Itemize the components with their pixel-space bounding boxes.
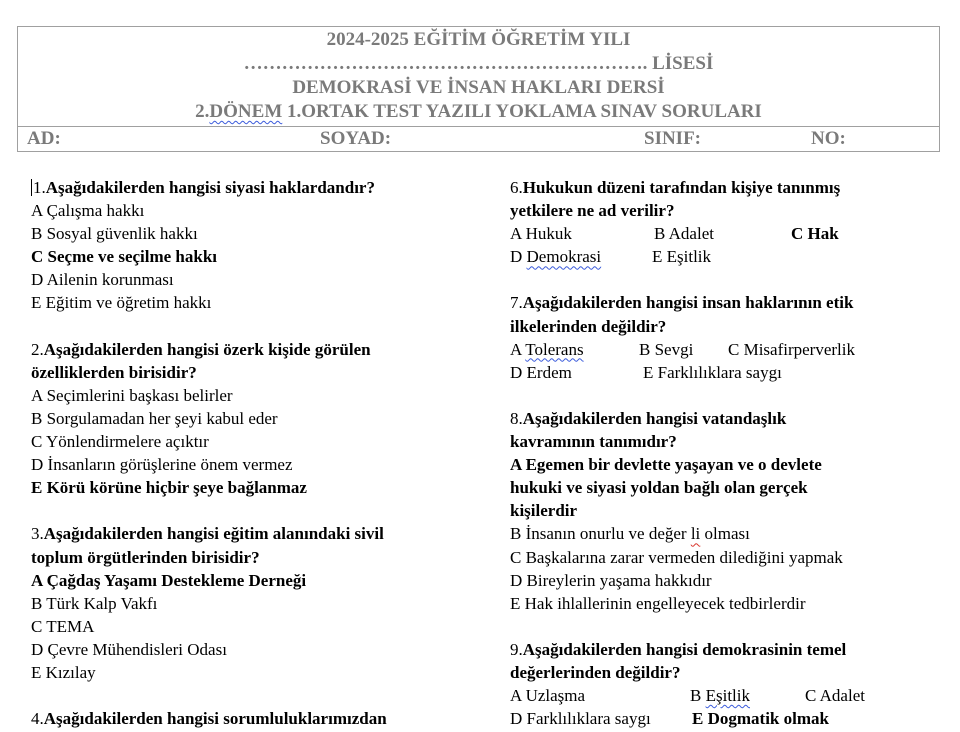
- option-c: C Misafirperverlik: [728, 339, 855, 359]
- field-no[interactable]: NO:: [811, 128, 846, 149]
- option-b: B Adalet: [654, 224, 714, 244]
- options-row: [510, 338, 865, 361]
- spellcheck-word: Tolerans: [525, 339, 584, 359]
- spellcheck-word: li: [690, 524, 701, 544]
- question-8-cont: kavramının tanımıdır?: [510, 432, 677, 452]
- option-c: C Başkalarına zarar vermeden dilediğini yapmak: [510, 547, 843, 567]
- option-c: C Yönlendirmelere açıktır: [31, 432, 209, 452]
- option-a: A Çalışma hakkı: [31, 201, 145, 221]
- option-c: C TEMA: [31, 616, 95, 636]
- option-a: A Uzlaşma: [510, 686, 586, 706]
- option-c-answer: C Seçme ve seçilme hakkı: [31, 247, 218, 267]
- option-a: A Tolerans: [510, 339, 584, 359]
- option-e: E Farklılıklara saygı: [643, 362, 782, 382]
- options-row: [510, 707, 865, 730]
- option-b: B Türk Kalp Vakfı: [31, 593, 158, 613]
- options-row: [510, 222, 865, 245]
- option-b: B Sosyal güvenlik hakkı: [31, 224, 198, 244]
- options-row: [510, 245, 865, 268]
- option-d: D Erdem: [510, 362, 572, 382]
- option-b: B Eşitlik: [690, 686, 750, 706]
- text-cursor: [31, 179, 32, 196]
- question-7-cont: ilkelerinden değildir?: [510, 316, 667, 336]
- option-d: D İnsanların görüşlerine önem vermez: [31, 455, 293, 475]
- option-a-answer: A Çağdaş Yaşamı Destekleme Derneği: [31, 570, 307, 590]
- option-c-answer: C Hak: [791, 224, 839, 244]
- question-2: 2.Aşağıdakilerden hangisi özerk kişide görülen: [31, 339, 371, 359]
- option-a-answer-cont: hukuki ve siyasi yoldan bağlı olan gerçek: [510, 478, 808, 498]
- right-column: [510, 176, 865, 730]
- option-a-answer-cont: kişilerdir: [510, 501, 578, 521]
- field-soyad[interactable]: SOYAD:: [320, 128, 392, 149]
- question-7: 7.Aşağıdakilerden hangisi insan haklarının etik: [510, 293, 854, 313]
- field-sinif[interactable]: SINIF:: [644, 128, 702, 149]
- spellcheck-word: Demokrasi: [526, 247, 602, 267]
- option-e-answer: E Körü körüne hiçbir şeye bağlanmaz: [31, 478, 307, 498]
- question-2-cont: özelliklerden birisidir?: [31, 362, 197, 382]
- header-school-line: ………………………………………………………. LİSESİ: [243, 53, 714, 74]
- header-course-line: DEMOKRASİ VE İNSAN HAKLARI DERSİ: [292, 77, 665, 98]
- option-e: E Eşitlik: [652, 247, 712, 267]
- header-divider: [18, 126, 939, 127]
- question-9-cont: değerlerinden değildir?: [510, 662, 681, 682]
- option-e-answer: E Dogmatik olmak: [692, 709, 829, 729]
- options-row: [510, 684, 865, 707]
- option-a: A Hukuk: [510, 224, 572, 244]
- option-a: A Seçimlerini başkası belirler: [31, 385, 233, 405]
- option-b: B Sorgulamadan her şeyi kabul eder: [31, 408, 278, 428]
- spellcheck-word: DÖNEM: [209, 101, 283, 122]
- question-3-cont: toplum örgütlerinden birisidir?: [31, 547, 260, 567]
- option-a-answer: A Egemen bir devlette yaşayan ve o devlete: [510, 455, 822, 475]
- spellcheck-word: Eşitlik: [705, 686, 750, 706]
- option-e: E Hak ihlallerinin engelleyecek tedbirlerdir: [510, 593, 806, 613]
- option-c: C Adalet: [805, 686, 865, 706]
- option-b: B İnsanın onurlu ve değer li olması: [510, 524, 750, 544]
- option-d: D Ailenin korunması: [31, 270, 174, 290]
- question-1: 1.Aşağıdakilerden hangisi siyasi haklardandır?: [33, 178, 375, 197]
- question-6-cont: yetkilere ne ad verilir?: [510, 201, 675, 221]
- option-d: D Çevre Mühendisleri Odası: [31, 639, 227, 659]
- header-year-line: 2024-2025 EĞİTİM ÖĞRETİM YILI: [326, 29, 631, 50]
- options-row: [510, 361, 865, 384]
- question-6: 6.Hukukun düzeni tarafından kişiye tanınmış: [510, 178, 841, 197]
- option-e: E Kızılay: [31, 662, 96, 682]
- question-4: 4.Aşağıdakilerden hangisi sorumluluklarımızdan: [31, 709, 387, 729]
- header-exam-line: 2.DÖNEM 1.ORTAK TEST YAZILI YOKLAMA SINAV SORULARI: [195, 101, 762, 122]
- option-b: B Sevgi: [639, 339, 694, 359]
- question-3: 3.Aşağıdakilerden hangisi eğitim alanındaki sivil: [31, 524, 384, 544]
- option-d: D Demokrasi: [510, 247, 602, 267]
- left-column: [31, 176, 387, 730]
- exam-header: [17, 26, 940, 152]
- question-9: 9.Aşağıdakilerden hangisi demokrasinin temel: [510, 639, 847, 659]
- question-8: 8.Aşağıdakilerden hangisi vatandaşlık: [510, 408, 787, 428]
- option-d: D Bireylerin yaşama hakkıdır: [510, 570, 712, 590]
- field-ad[interactable]: AD:: [27, 128, 61, 149]
- option-e: E Eğitim ve öğretim hakkı: [31, 293, 212, 313]
- option-d: D Farklılıklara saygı: [510, 709, 651, 729]
